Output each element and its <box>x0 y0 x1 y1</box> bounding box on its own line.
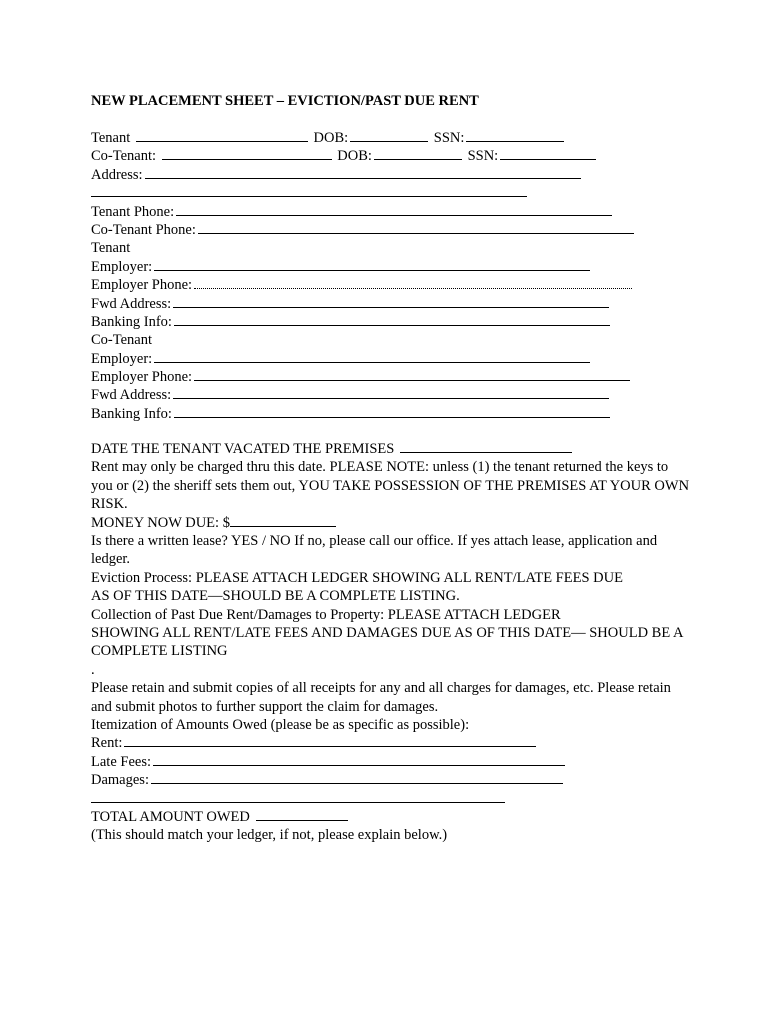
form-title: NEW PLACEMENT SHEET – EVICTION/PAST DUE RENT <box>91 93 479 109</box>
collection-text-2: SHOWING ALL RENT/LATE FEES AND DAMAGES DUE AS OF THIS DATE— SHOULD BE A COMPLETE LISTING <box>91 624 683 660</box>
tenant-fwd-address-field[interactable] <box>173 296 609 308</box>
collection-text: Collection of Past Due Rent/Damages to Property: PLEASE ATTACH LEDGER <box>91 606 561 623</box>
retain-text: Please retain and submit copies of all receipts for any and all charges for damages, etc. Please retain <box>91 680 671 697</box>
co-tenant-banking-label: Banking Info: <box>91 405 172 422</box>
address-line-2-field[interactable] <box>91 185 527 197</box>
tenant-dob-label: DOB: <box>313 130 349 146</box>
co-tenant-fwd-address-field[interactable] <box>173 387 609 399</box>
eviction-process-text: Eviction Process: PLEASE ATTACH LEDGER SHOWING ALL RENT/LATE FEES DUE <box>91 569 623 586</box>
tenant-employer-row <box>91 258 691 276</box>
co-tenant-employer-phone-field[interactable] <box>194 369 630 381</box>
written-lease-text: Is there a written lease? YES / NO If no, please call our office. If yes attach lease, application and ledger. <box>91 533 658 568</box>
date-vacated-field[interactable] <box>400 441 572 453</box>
tenant-phone-field[interactable] <box>176 204 612 216</box>
damages-label: Damages: <box>91 772 149 789</box>
tenant-banking-field[interactable] <box>174 314 610 326</box>
tenant-dob-field[interactable] <box>350 130 428 142</box>
co-tenant-phone-field[interactable] <box>198 222 634 234</box>
co-tenant-heading: Co-Tenant <box>91 332 152 349</box>
tenant-banking-label: Banking Info: <box>91 313 172 330</box>
separator-dot: . <box>91 661 95 678</box>
co-tenant-dob-field[interactable] <box>374 148 462 160</box>
tenant-fwd-address-label: Fwd Address: <box>91 295 172 312</box>
damages-row <box>91 771 691 789</box>
tenant-ssn-field[interactable] <box>466 130 564 142</box>
co-tenant-banking-field[interactable] <box>174 406 610 418</box>
date-vacated-row <box>91 440 691 458</box>
tenant-employer-field[interactable] <box>154 259 590 271</box>
eviction-process-text-2: AS OF THIS DATE—SHOULD BE A COMPLETE LISTING. <box>91 588 460 605</box>
co-tenant-banking-row <box>91 405 691 423</box>
co-tenant-employer-field[interactable] <box>154 351 590 363</box>
address-line-2-row <box>91 184 691 202</box>
co-tenant-name-field[interactable] <box>162 148 332 160</box>
tenant-name-field[interactable] <box>136 130 308 142</box>
retain-text-2: and submit photos to further support the claim for damages. <box>91 698 439 715</box>
late-fees-label: Late Fees: <box>91 753 151 770</box>
tenant-phone-row <box>91 203 691 221</box>
late-fees-row <box>91 753 691 771</box>
date-vacated-label: DATE THE TENANT VACATED THE PREMISES <box>91 441 395 457</box>
extra-line-row <box>91 790 691 808</box>
total-owed-label: TOTAL AMOUNT OWED <box>91 808 250 825</box>
rent-note: Rent may only be charged thru this date. PLEASE NOTE: unless (1) the tenant returned the keys to <box>91 459 669 476</box>
tenant-row <box>91 129 691 147</box>
tenant-heading: Tenant <box>91 240 131 257</box>
tenant-ssn-label: SSN: <box>433 130 465 146</box>
co-tenant-dob-label: DOB: <box>337 148 372 165</box>
co-tenant-employer-row <box>91 350 691 368</box>
total-owed-field[interactable] <box>256 809 348 821</box>
extra-line-field[interactable] <box>91 791 505 803</box>
co-tenant-employer-phone-row <box>91 368 691 386</box>
co-tenant-label: Co-Tenant: <box>91 148 157 165</box>
late-fees-field[interactable] <box>153 754 565 766</box>
money-now-due-field[interactable] <box>230 515 336 527</box>
tenant-employer-phone-row <box>91 276 691 294</box>
rent-field[interactable] <box>124 735 536 747</box>
claim-section <box>91 440 691 845</box>
damages-field[interactable] <box>151 772 563 784</box>
tenant-fwd-address-row <box>91 295 691 313</box>
match-ledger-note: (This should match your ledger, if not, please explain below.) <box>91 827 448 844</box>
tenant-phone-label: Tenant Phone: <box>91 203 175 220</box>
co-tenant-employer-phone-label: Employer Phone: <box>91 369 193 386</box>
co-tenant-employer-label: Employer: <box>91 350 153 367</box>
co-tenant-ssn-label: SSN: <box>467 148 499 165</box>
address-label: Address: <box>91 166 143 183</box>
tenant-info-section <box>91 129 691 423</box>
rent-note-2: you or (2) the sheriff sets them out, YOU TAKE POSSESSION OF THE PREMISES AT YOUR OWN RISK. <box>91 477 690 513</box>
co-tenant-fwd-address-label: Fwd Address: <box>91 387 172 404</box>
tenant-employer-label: Employer: <box>91 258 153 275</box>
co-tenant-phone-row <box>91 221 691 239</box>
co-tenant-row <box>91 147 691 165</box>
total-owed-row <box>91 808 691 826</box>
tenant-employer-phone-label: Employer Phone: <box>91 277 193 294</box>
tenant-employer-phone-field[interactable] <box>194 277 632 289</box>
tenant-banking-row <box>91 313 691 331</box>
address-row <box>91 166 691 184</box>
co-tenant-phone-label: Co-Tenant Phone: <box>91 221 196 238</box>
co-tenant-ssn-field[interactable] <box>500 148 596 160</box>
rent-row <box>91 734 691 752</box>
rent-label: Rent: <box>91 735 123 752</box>
money-now-due-label: MONEY NOW DUE: $ <box>91 514 230 531</box>
address-field[interactable] <box>145 167 581 179</box>
money-now-due-row <box>91 514 691 532</box>
tenant-label: Tenant <box>91 130 131 146</box>
itemization-heading: Itemization of Amounts Owed (please be as specific as possible): <box>91 716 470 733</box>
co-tenant-fwd-address-row <box>91 386 691 404</box>
